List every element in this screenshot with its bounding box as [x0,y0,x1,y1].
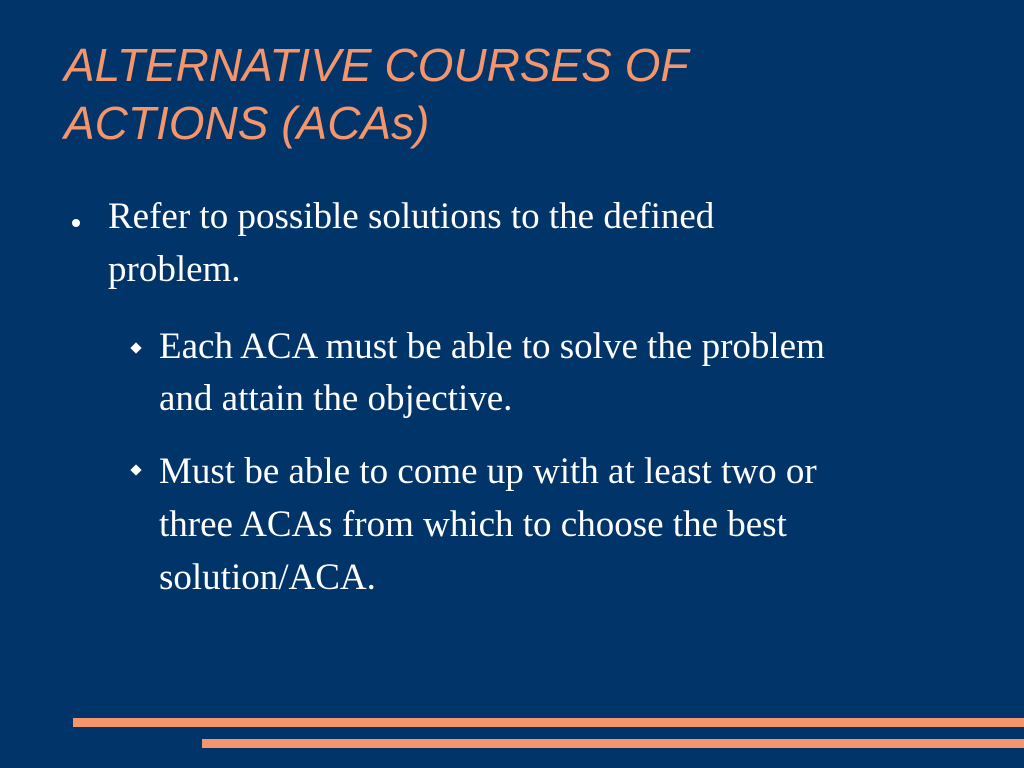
slide-title [64,36,964,152]
bullet-item-level-2 [159,445,989,604]
bullet-text-line: problem. [108,249,241,290]
bullet-text-line: Must be able to come up with at least two or [159,451,817,492]
bullet-item-level-2 [159,321,999,425]
bullet-text-line: three ACAs from which to choose the best [159,504,787,545]
accent-bar-bottom [202,739,1024,748]
bullet-text-line: and attain the objective. [159,378,513,419]
bullet-text-line: solution/ACA. [159,557,376,598]
bullet-item-level-1 [108,190,908,296]
bullet-text-line: Each ACA must be able to solve the problem [159,326,825,367]
bullet-text-line: Refer to possible solutions to the defined [108,196,715,237]
slide-title-line-2: ACTIONS (ACAs) [64,97,430,149]
round-bullet-icon [72,219,80,227]
diamond-bullet-icon [130,464,141,475]
slide-title-line-1: ALTERNATIVE COURSES OF [64,39,689,91]
accent-bar-top [73,718,1024,727]
diamond-bullet-icon [130,342,141,353]
